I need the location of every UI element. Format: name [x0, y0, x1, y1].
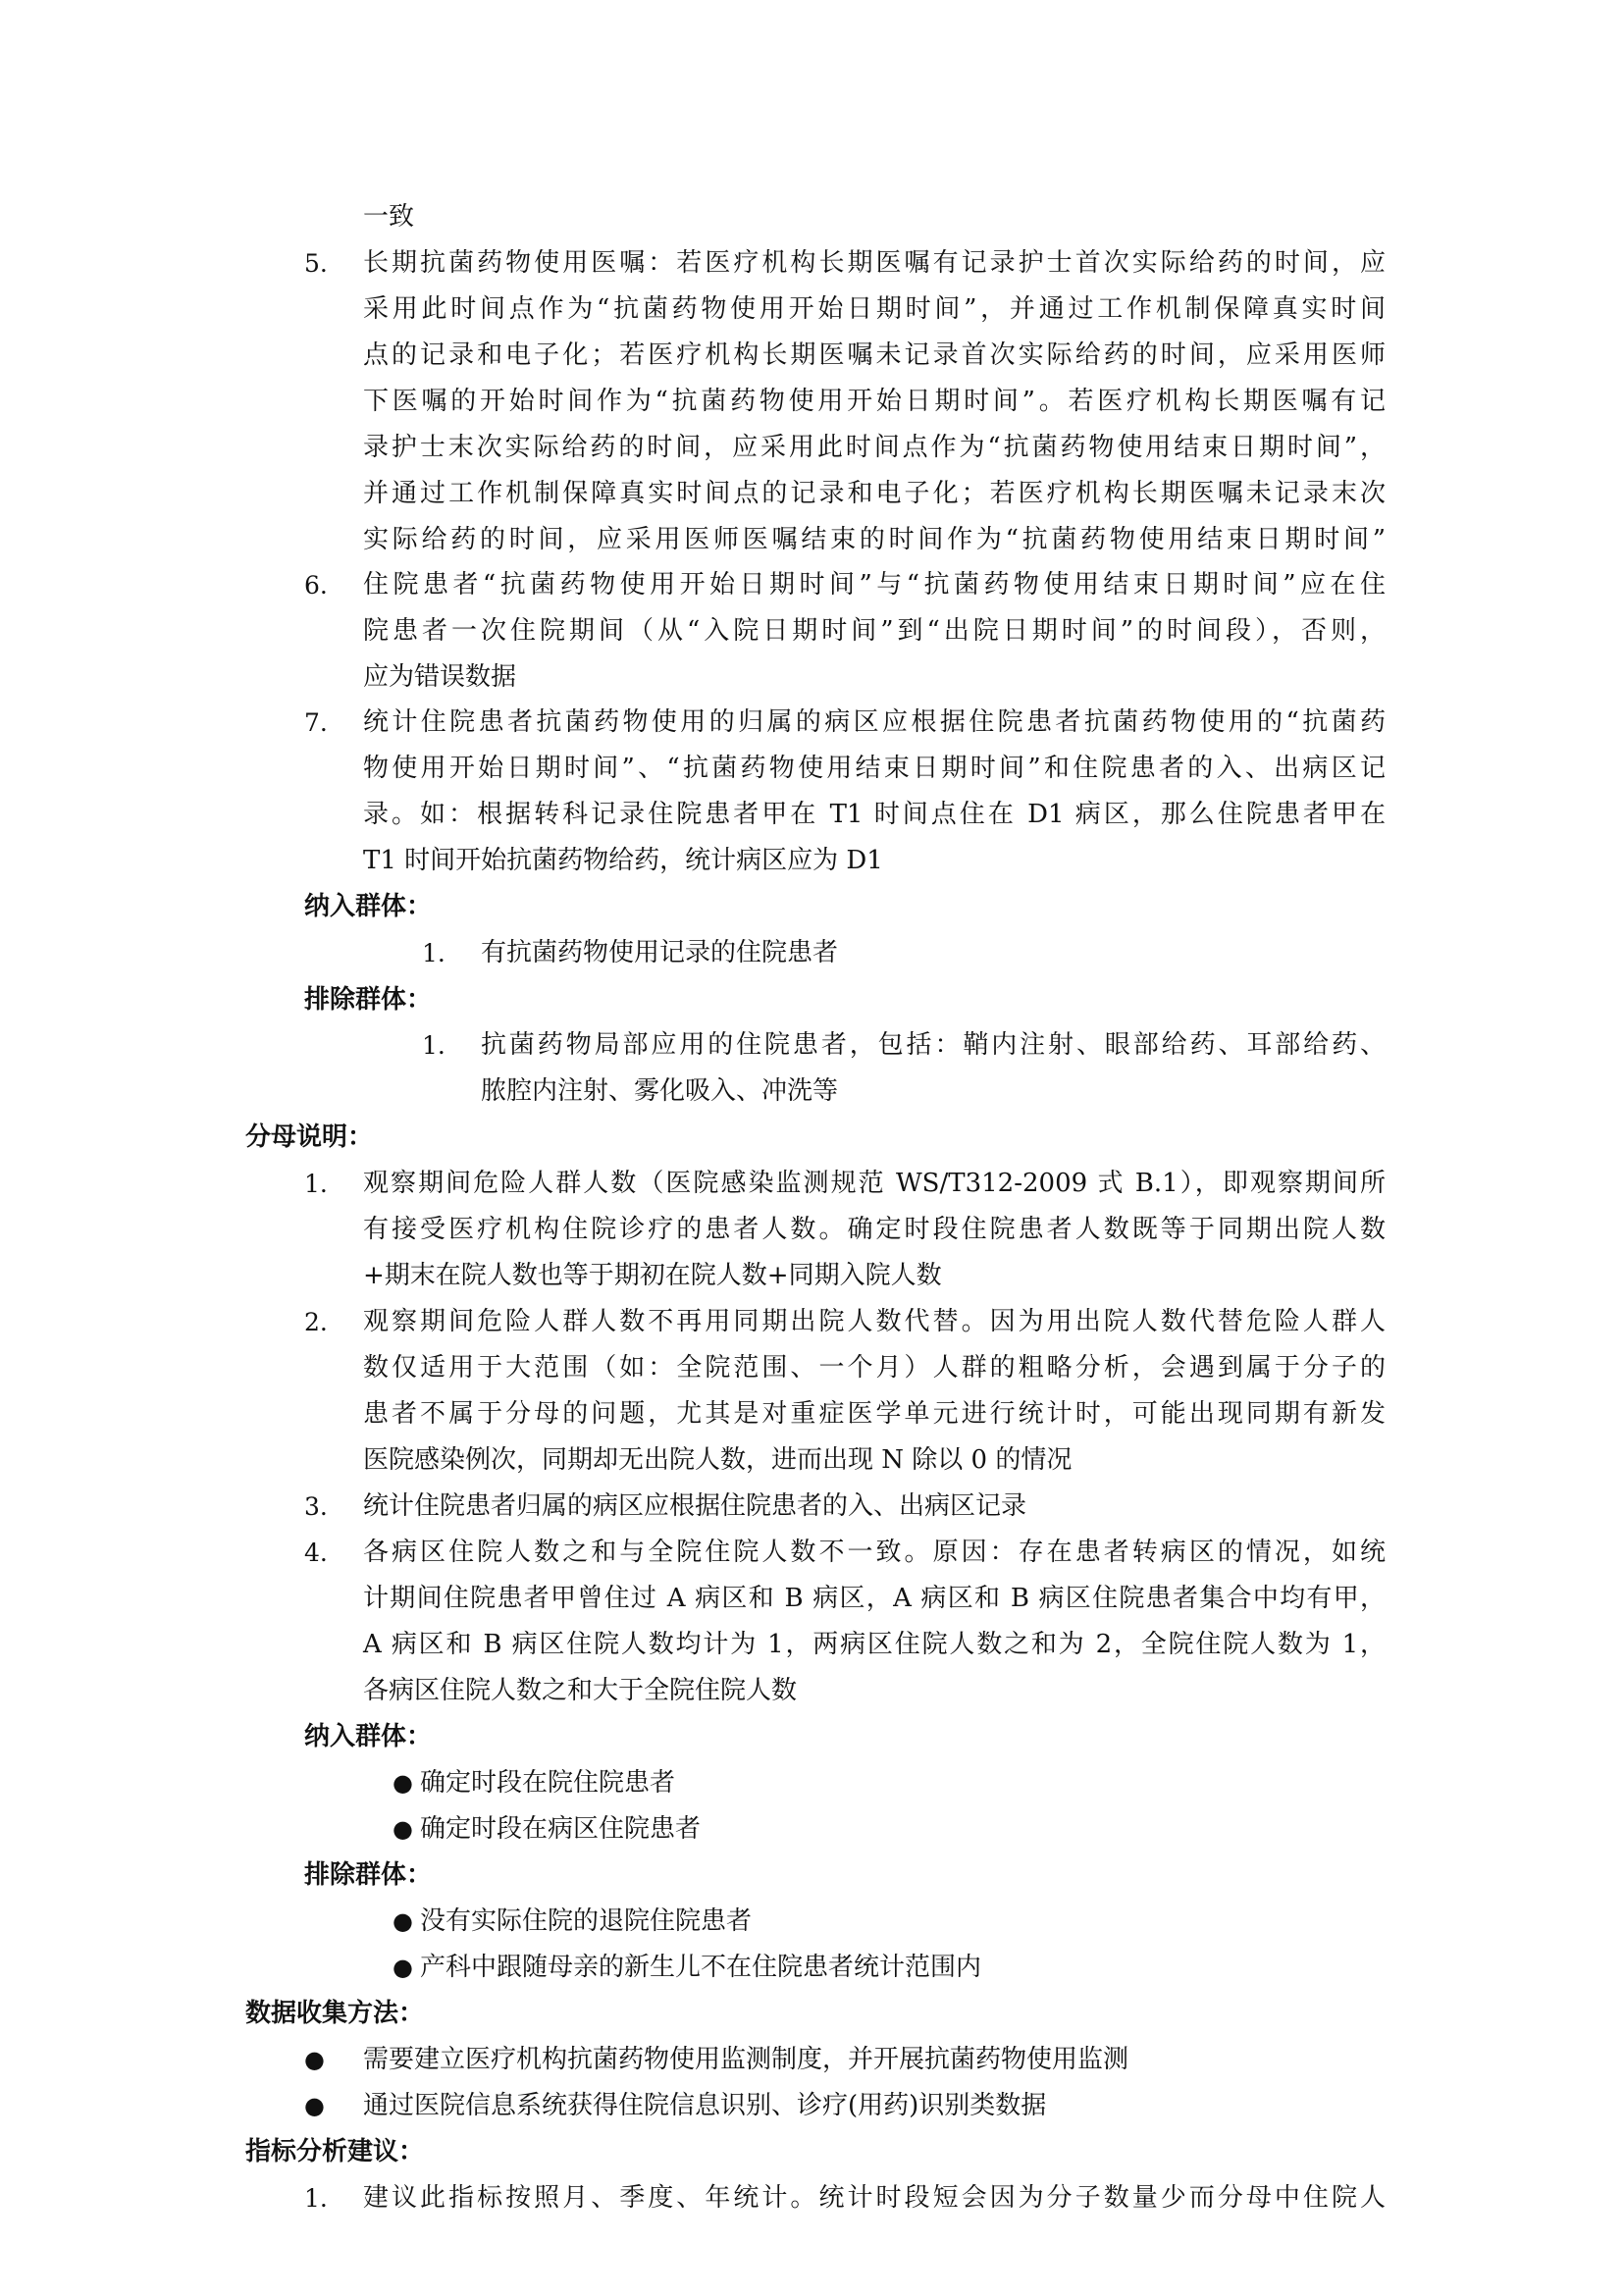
item-7-number: 7.: [304, 708, 328, 737]
exclude-group-heading: 排除群体：: [304, 985, 433, 1015]
item-7-line: 统计住院患者抗菌药物使用的归属的病区应根据住院患者抗菌药物使用的“抗菌药: [363, 707, 1386, 737]
item-6-line: 院患者一次住院期间（从“入院日期时间”到“出院日期时间”的时间段），否则，: [363, 616, 1386, 646]
bullet-icon: ●: [393, 1769, 413, 1797]
item-5-number: 5.: [304, 249, 328, 278]
exclude-item-number: 1.: [422, 1031, 445, 1060]
bullet-item: 需要建立医疗机构抗菌药物使用监测制度，并开展抗菌药物使用监测: [363, 2045, 1129, 2074]
denominator-item-number: 1.: [304, 1170, 328, 1198]
item-5-line: 并通过工作机制保障真实时间点的记录和电子化；若医疗机构长期医嘱未记录末次: [363, 479, 1386, 508]
item-5-line: 采用此时间点作为“抗菌药物使用开始日期时间”，并通过工作机制保障真实时间: [363, 294, 1386, 324]
denominator-item-line: 计期间住院患者甲曾住过 A 病区和 B 病区，A 病区和 B 病区住院患者集合中均有甲，: [363, 1584, 1386, 1613]
item-5-line: 下医嘱的开始时间作为“抗菌药物使用开始日期时间”。若医疗机构长期医嘱有记: [363, 387, 1386, 416]
exclude-item-text: 脓腔内注射、雾化吸入、冲洗等: [481, 1076, 839, 1106]
item-7-line: T1 时间开始抗菌药物给药，统计病区应为 D1: [363, 846, 883, 875]
analysis-item-number: 1.: [304, 2184, 328, 2213]
analysis-heading: 指标分析建议：: [245, 2137, 425, 2166]
denominator-heading: 分母说明：: [245, 1122, 374, 1152]
bullet-icon: ●: [393, 1954, 413, 1981]
item-5-line: 录护士末次实际给药的时间，应采用此时间点作为“抗菌药物使用结束日期时间”，: [363, 433, 1386, 462]
denominator-include-heading: 纳入群体：: [304, 1722, 433, 1751]
include-item-text: 有抗菌药物使用记录的住院患者: [481, 938, 839, 967]
bullet-item: 产科中跟随母亲的新生儿不在住院患者统计范围内: [420, 1953, 982, 1982]
denominator-item-line: A 病区和 B 病区住院人数均计为 1，两病区住院人数之和为 2，全院住院人数为 1，: [363, 1630, 1386, 1659]
bullet-item: 确定时段在院住院患者: [420, 1768, 676, 1798]
denominator-item-line: 观察期间危险人群人数不再用同期出院人数代替。因为用出院人数代替危险人群人: [363, 1307, 1386, 1336]
exclude-item-text: 抗菌药物局部应用的住院患者，包括：鞘内注射、眼部给药、耳部给药、: [481, 1030, 1386, 1060]
item-6-line: 住院患者“抗菌药物使用开始日期时间”与“抗菌药物使用结束日期时间”应在住: [363, 570, 1386, 600]
bullet-icon: ●: [304, 2092, 325, 2119]
denominator-item-line: 各病区住院人数之和与全院住院人数不一致。原因：存在患者转病区的情况，如统: [363, 1538, 1386, 1567]
denominator-item-line: 各病区住院人数之和大于全院住院人数: [363, 1676, 798, 1705]
item-5-line: 实际给药的时间，应采用医师医嘱结束的时间作为“抗菌药物使用结束日期时间”: [363, 525, 1386, 554]
continuation-text: 一致: [363, 202, 415, 232]
denominator-item-line: 医院感染例次，同期却无出院人数，进而出现 N 除以 0 的情况: [363, 1445, 1073, 1475]
data-collection-heading: 数据收集方法：: [245, 1999, 425, 2028]
analysis-item-line: 建议此指标按照月、季度、年统计。统计时段短会因为分子数量少而分母中住院人: [363, 2183, 1386, 2213]
denominator-item-line: +期末在院人数也等于期初在院人数+同期入院人数: [363, 1261, 942, 1290]
denominator-item-number: 3.: [304, 1492, 328, 1521]
denominator-exclude-heading: 排除群体：: [304, 1860, 433, 1890]
item-5-line: 长期抗菌药物使用医嘱：若医疗机构长期医嘱有记录护士首次实际给药的时间，应: [363, 248, 1386, 278]
denominator-item-line: 患者不属于分母的问题，尤其是对重症医学单元进行统计时，可能出现同期有新发: [363, 1399, 1386, 1429]
item-7-line: 物使用开始日期时间”、“抗菌药物使用结束日期时间”和住院患者的入、出病区记: [363, 754, 1386, 783]
bullet-icon: ●: [393, 1907, 413, 1935]
denominator-item-line: 有接受医疗机构住院诊疗的患者人数。确定时段住院患者人数既等于同期出院人数: [363, 1215, 1386, 1244]
denominator-item-line: 观察期间危险人群人数（医院感染监测规范 WS/T312-2009 式 B.1），即观察期间所: [363, 1169, 1386, 1198]
denominator-item-number: 2.: [304, 1308, 328, 1336]
bullet-item: 确定时段在病区住院患者: [420, 1814, 702, 1844]
denominator-item-line: 数仅适用于大范围（如：全院范围、一个月）人群的粗略分析，会遇到属于分子的: [363, 1353, 1386, 1383]
bullet-item: 通过医院信息系统获得住院信息识别、诊疗(用药)识别类数据: [363, 2091, 1047, 2120]
include-group-heading: 纳入群体：: [304, 892, 433, 921]
denominator-item-number: 4.: [304, 1539, 328, 1567]
bullet-icon: ●: [304, 2046, 325, 2073]
bullet-item: 没有实际住院的退院住院患者: [420, 1906, 753, 1936]
item-6-line: 应为错误数据: [363, 662, 517, 692]
include-item-number: 1.: [422, 939, 445, 967]
bullet-icon: ●: [393, 1815, 413, 1843]
item-5-line: 点的记录和电子化；若医疗机构长期医嘱未记录首次实际给药的时间，应采用医师: [363, 340, 1386, 370]
item-7-line: 录。如：根据转科记录住院患者甲在 T1 时间点住在 D1 病区，那么住院患者甲在: [363, 800, 1386, 829]
item-6-number: 6.: [304, 571, 328, 600]
denominator-item-line: 统计住院患者归属的病区应根据住院患者的入、出病区记录: [363, 1491, 1027, 1521]
